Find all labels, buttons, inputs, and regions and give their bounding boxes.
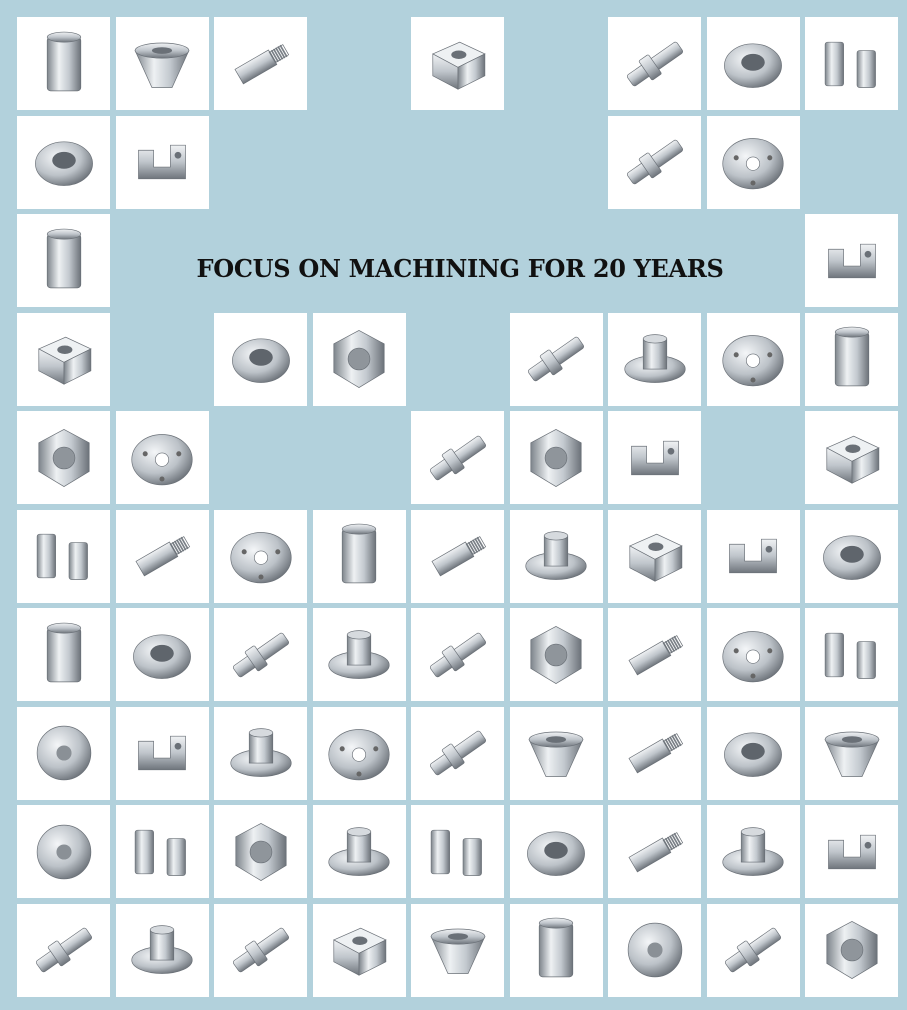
part-tile: [17, 214, 110, 307]
parts-grid: [17, 17, 894, 994]
fixture-mount-icon: [810, 416, 894, 500]
bracket-block-icon: [416, 22, 500, 106]
sphere-icon: [22, 810, 106, 894]
part-tile: [411, 805, 504, 898]
ball-stud-icon: [22, 711, 106, 795]
part-tile: [510, 411, 603, 504]
part-tile: [17, 510, 110, 603]
part-tile: [313, 904, 406, 997]
finned-dome-icon: [810, 711, 894, 795]
clevis-icon: [711, 514, 795, 598]
perforated-hub-icon: [711, 120, 795, 204]
cup-bushing-icon: [120, 613, 204, 697]
part-tile: [313, 707, 406, 800]
long-pin-icon: [219, 613, 303, 697]
part-tile: [17, 411, 110, 504]
part-tile: [707, 608, 800, 701]
part-tile: [313, 313, 406, 406]
grooved-pin-icon: [613, 120, 697, 204]
cone-cup-icon: [120, 22, 204, 106]
headline-text: FOCUS ON MACHINING FOR 20 YEARS: [196, 253, 724, 283]
part-tile: [510, 904, 603, 997]
threaded-stud-icon: [613, 613, 697, 697]
part-tile: [214, 510, 307, 603]
part-tile: [116, 707, 209, 800]
part-tile: [805, 214, 898, 307]
bolt-circle-disk-icon: [120, 416, 204, 500]
solid-cylinder-icon: [317, 514, 401, 598]
knurled-nozzle-icon: [514, 711, 598, 795]
tube-coupler-icon: [810, 317, 894, 401]
part-tile: [116, 17, 209, 110]
part-tile: [805, 608, 898, 701]
collar-ring-icon: [514, 810, 598, 894]
part-tile: [17, 17, 110, 110]
part-tile: [17, 707, 110, 800]
part-tile: [707, 510, 800, 603]
slotted-bracket-icon: [810, 219, 894, 303]
hex-adapter-icon: [219, 810, 303, 894]
flanged-ring-icon: [711, 22, 795, 106]
cross-shaft-icon: [711, 908, 795, 992]
slotted-tubes-icon: [810, 22, 894, 106]
socket-flange-icon: [317, 810, 401, 894]
part-tile: [116, 510, 209, 603]
star-blade-icon: [120, 711, 204, 795]
part-tile: [805, 904, 898, 997]
part-tile: [17, 116, 110, 209]
part-tile: [214, 805, 307, 898]
part-tile: [214, 904, 307, 997]
threaded-pin-icon: [219, 22, 303, 106]
part-tile: [707, 17, 800, 110]
part-tile: [608, 313, 701, 406]
splined-shaft-icon: [219, 908, 303, 992]
round-flange-icon: [219, 514, 303, 598]
part-tile: [805, 17, 898, 110]
part-tile: [510, 707, 603, 800]
part-tile: [313, 510, 406, 603]
ported-sphere-icon: [613, 908, 697, 992]
part-tile: [608, 707, 701, 800]
part-tile: [313, 608, 406, 701]
part-tile: [510, 313, 603, 406]
part-tile: [116, 805, 209, 898]
part-tile: [805, 805, 898, 898]
part-tile: [17, 805, 110, 898]
part-tile: [608, 608, 701, 701]
part-tile: [17, 904, 110, 997]
part-tile: [214, 608, 307, 701]
sleeve-pair-icon: [810, 613, 894, 697]
hat-spacer-icon: [317, 613, 401, 697]
part-tile: [411, 608, 504, 701]
part-tile: [608, 805, 701, 898]
hex-cap-icon: [810, 908, 894, 992]
hook-bracket-icon: [120, 120, 204, 204]
part-tile: [608, 17, 701, 110]
square-head-bolt-icon: [613, 711, 697, 795]
angled-fitting-icon: [416, 711, 500, 795]
part-tile: [411, 707, 504, 800]
part-tile: [411, 510, 504, 603]
part-tile: [805, 313, 898, 406]
knob-lever-icon: [514, 317, 598, 401]
shoulder-bolt-icon: [416, 514, 500, 598]
part-tile: [411, 904, 504, 997]
bowl-icon: [711, 711, 795, 795]
lobed-hub-icon: [120, 908, 204, 992]
twin-pins-icon: [120, 810, 204, 894]
threaded-bushing-icon: [810, 514, 894, 598]
hex-plug-icon: [22, 416, 106, 500]
stepped-shaft-icon: [613, 22, 697, 106]
rod-end-icon: [416, 613, 500, 697]
part-tile: [214, 17, 307, 110]
square-plate-icon: [613, 514, 697, 598]
part-tile: [608, 904, 701, 997]
fitting-set-icon: [416, 810, 500, 894]
sleeve-ring-icon: [22, 219, 106, 303]
spring-shaft-icon: [120, 514, 204, 598]
part-tile: [805, 707, 898, 800]
stacked-nut-icon: [514, 416, 598, 500]
t-bracket-icon: [810, 810, 894, 894]
part-tile: [608, 510, 701, 603]
part-tile: [411, 411, 504, 504]
cross-fitting-icon: [22, 514, 106, 598]
clamp-yoke-icon: [613, 416, 697, 500]
part-tile: [707, 313, 800, 406]
part-tile: [805, 510, 898, 603]
part-tile: [17, 608, 110, 701]
grooved-hub-icon: [514, 514, 598, 598]
threaded-spool-icon: [613, 317, 697, 401]
part-tile: [17, 313, 110, 406]
part-tile: [510, 510, 603, 603]
oval-flange-icon: [711, 613, 795, 697]
part-tile: [116, 411, 209, 504]
part-tile: [608, 411, 701, 504]
hex-nipple-icon: [317, 317, 401, 401]
part-tile: [707, 904, 800, 997]
part-tile: [805, 411, 898, 504]
part-tile: [510, 608, 603, 701]
knurled-roller-icon: [22, 613, 106, 697]
tube-flange-icon: [219, 711, 303, 795]
hose-barb-icon: [22, 908, 106, 992]
part-tile: [707, 116, 800, 209]
washers-icon: [219, 317, 303, 401]
cube-parts-icon: [317, 908, 401, 992]
funnel-stem-icon: [416, 908, 500, 992]
part-tile: [214, 313, 307, 406]
disc-icon: [317, 711, 401, 795]
hex-coupler-icon: [514, 613, 598, 697]
part-tile: [707, 707, 800, 800]
part-tile: [313, 805, 406, 898]
part-tile: [214, 707, 307, 800]
valve-stem-icon: [416, 416, 500, 500]
part-tile: [116, 116, 209, 209]
part-tile: [510, 805, 603, 898]
part-tile: [411, 17, 504, 110]
part-tile: [608, 116, 701, 209]
tee-socket-icon: [514, 908, 598, 992]
part-tile: [707, 805, 800, 898]
threaded-rod-icon: [613, 810, 697, 894]
part-tile: [116, 608, 209, 701]
square-block-icon: [22, 317, 106, 401]
part-tile: [116, 904, 209, 997]
drilled-flange-icon: [711, 317, 795, 401]
turned-bushing-icon: [22, 22, 106, 106]
pulley-icon: [22, 120, 106, 204]
thumb-screw-icon: [711, 810, 795, 894]
